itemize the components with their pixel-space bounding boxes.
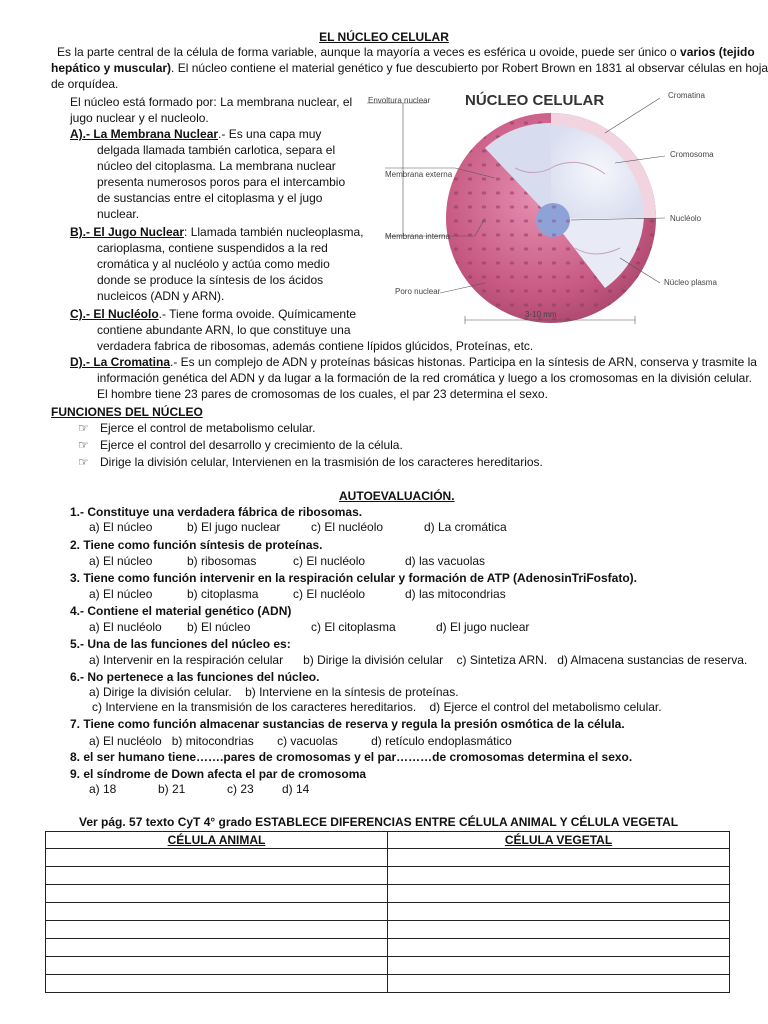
answer-option: c) 23 [227, 782, 254, 796]
answer-option: a) El nucléolo [89, 620, 162, 634]
part-b-line: nucleicos (ADN y ARN). [97, 289, 225, 303]
column-header-vegetal: CÉLULA VEGETAL [388, 832, 730, 849]
part-a-line: núcleo del citoplasma. La membrana nuclear [97, 159, 336, 173]
answer-option: c) El nucléolo [293, 587, 366, 601]
pointing-hand-icon: ☞ [78, 421, 89, 435]
table-cell[interactable] [388, 849, 730, 867]
table-cell[interactable] [388, 939, 730, 957]
table-row [46, 939, 730, 957]
page-title: EL NÚCLEO CELULAR [319, 30, 449, 44]
table-header-row [46, 832, 730, 849]
part-a-heading [70, 127, 321, 142]
label-membrana-externa: Membrana externa [385, 170, 453, 179]
table-cell[interactable] [388, 921, 730, 939]
table-cell[interactable] [46, 885, 388, 903]
answer-options: c) Interviene en la transmisión de los caracteres hereditarios. d) Ejerce el control del metabolismo celular. [92, 700, 662, 714]
table-cell[interactable] [46, 939, 388, 957]
table-row [46, 921, 730, 939]
question-2: 2. Tiene como función síntesis de proteínas. [70, 538, 323, 552]
question-9: 9. el síndrome de Down afecta el par de cromosoma [70, 767, 367, 781]
table-cell[interactable] [388, 867, 730, 885]
question-1: 1.- Constituye una verdadera fábrica de ribosomas. [70, 505, 363, 519]
part-b-line: donde se produce la síntesis de los ácidos [97, 273, 324, 287]
table-cell[interactable] [388, 885, 730, 903]
part-a-title: A).- La Membrana Nuclear [70, 127, 219, 141]
answer-option: c) El nucléolo [311, 520, 384, 534]
answer-option: a) 18 [89, 782, 117, 796]
parts-intro-1: El núcleo está formado por: La membrana nuclear, el [70, 95, 353, 109]
pointing-hand-icon: ☞ [78, 438, 89, 452]
column-header-animal: CÉLULA ANIMAL [46, 832, 388, 849]
table-cell[interactable] [46, 921, 388, 939]
table-heading: Ver pág. 57 texto CyT 4° grado ESTABLECE DIFERENCIAS ENTRE CÉLULA ANIMAL Y CÉLULA VEGETAL [79, 815, 679, 829]
list-item [78, 438, 403, 453]
table-row [46, 903, 730, 921]
table-row [46, 885, 730, 903]
diagram-title: NÚCLEO CELULAR [465, 92, 605, 109]
table-cell[interactable] [388, 975, 730, 993]
part-d-text: .- Es un complejo de ADN y proteínas básicas histonas. Participa en la síntesis de ARN, conserva y trasmite la [170, 355, 757, 369]
question-8: 8. el ser humano tiene…….pares de cromosomas y el par………de cromosomas determina el sexo. [70, 750, 633, 764]
answer-option: a) El núcleo [89, 520, 153, 534]
funcion-text: Ejerce el control de metabolismo celular. [100, 421, 316, 435]
part-d-heading [70, 355, 757, 370]
part-a-line: de sustancias entre el citoplasma y el jugo [97, 191, 323, 205]
part-c-heading [70, 307, 356, 322]
pointing-hand-icon: ☞ [78, 455, 89, 469]
autoevaluacion-heading: AUTOEVALUACIÓN. [339, 489, 455, 503]
part-b-title: B).- El Jugo Nuclear [70, 225, 185, 239]
intro-text: Es la parte central de la célula de forma variable, aunque la mayoría a veces es esférica u ovoide, puede ser único o [57, 45, 681, 59]
answer-option: d) las vacuolas [405, 554, 486, 568]
answer-option: a) El núcleo [89, 587, 153, 601]
part-a-line: presenta numerosos poros para el intercambio [97, 175, 346, 189]
part-a-text: .- Es una capa muy [218, 127, 322, 141]
answer-option: c) El citoplasma [311, 620, 396, 634]
part-d-line: El hombre tiene 23 pares de cromosomas de los cuales, el par 23 determina el sexo. [97, 387, 548, 401]
intro-text-2: . El núcleo contiene el material genético y fue descubierto por Robert Brown en 1831 al observar células en hoja [171, 61, 768, 75]
parts-intro-2: jugo nuclear y el nucleolo. [70, 111, 209, 125]
part-b-text: : Llamada también nucleoplasma, [184, 225, 364, 239]
part-b-heading [70, 225, 363, 240]
label-envoltura: Envoltura nuclear [368, 96, 431, 105]
table-row [46, 957, 730, 975]
table-row [46, 975, 730, 993]
part-b-line: cromática y al nucléolo y actúa como medio [97, 257, 330, 271]
part-c-text: .- Tiene forma ovoide. Químicamente [158, 307, 357, 321]
answer-option: b) ribosomas [187, 554, 257, 568]
question-3: 3. Tiene como función intervenir en la respiración celular y formación de ATP (AdenosinTriFosfato). [70, 571, 638, 585]
intro-line-2 [51, 61, 768, 76]
part-a-line: delgada llamada también carlotica, separa el [97, 143, 336, 157]
comparison-table [45, 831, 730, 993]
part-d-line: información genética del ADN y da lugar a la formación de la red cromática y luego a los cromosomas en la división celular. [97, 371, 752, 385]
question-6: 6.- No pertenece a las funciones del núcleo. [70, 670, 320, 684]
part-a-line: nuclear. [97, 207, 140, 221]
answer-option: d) El jugo nuclear [436, 620, 530, 634]
table-row [46, 849, 730, 867]
table-cell[interactable] [388, 957, 730, 975]
answer-options: a) Dirige la división celular. b) Interviene en la síntesis de proteínas. [89, 685, 459, 699]
answer-option: b) El núcleo [187, 620, 251, 634]
question-4: 4.- Contiene el material genético (ADN) [70, 604, 292, 618]
table-cell[interactable] [46, 903, 388, 921]
funcion-text: Dirige la división celular, Intervienen en la trasmisión de los caracteres hereditarios. [100, 455, 543, 469]
answer-option: d) 14 [282, 782, 310, 796]
list-item [78, 421, 315, 436]
answer-option: d) las mitocondrias [405, 587, 506, 601]
answer-options: a) El nucléolo b) mitocondrias c) vacuolas d) retículo endoplasmático [89, 734, 512, 748]
table-cell[interactable] [388, 903, 730, 921]
label-membrana-interna: Membrana interna [385, 232, 450, 241]
table-cell[interactable] [46, 957, 388, 975]
nucleus-diagram [365, 88, 735, 328]
intro-line-3: de orquídea. [51, 77, 119, 91]
table-cell[interactable] [46, 867, 388, 885]
label-scale: 3-10 mm [525, 310, 557, 319]
question-7: 7. Tiene como función almacenar sustancias de reserva y regula la presión osmótica de la célula. [70, 717, 625, 731]
label-nucleoplasma: Núcleo plasma [664, 278, 717, 287]
funciones-heading: FUNCIONES DEL NÚCLEO [51, 405, 203, 419]
list-item [78, 455, 543, 470]
answer-option: b) 21 [158, 782, 186, 796]
part-c-line: contiene abundante ARN, lo que constituye una [97, 323, 351, 337]
answer-option: c) El nucléolo [293, 554, 366, 568]
table-cell[interactable] [46, 975, 388, 993]
intro-line-1 [57, 45, 755, 60]
intro-bold: varios (tejido [680, 45, 755, 59]
answer-option: b) citoplasma [187, 587, 259, 601]
answer-option: b) El jugo nuclear [187, 520, 281, 534]
label-cromatina: Cromatina [668, 91, 705, 100]
answer-option: d) La cromática [424, 520, 507, 534]
funcion-text: Ejerce el control del desarrollo y crecimiento de la célula. [100, 438, 403, 452]
label-poro: Poro nuclear [395, 287, 441, 296]
part-d-title: D).- La Cromatina [70, 355, 171, 369]
label-nucleolo: Nucléolo [670, 214, 702, 223]
answer-options: a) Intervenir en la respiración celular b) Dirige la división celular c) Sintetiza ARN. d) Almacena sustancias de reserva. [89, 653, 748, 667]
table-cell[interactable] [46, 849, 388, 867]
label-cromosoma: Cromosoma [670, 150, 714, 159]
part-c-title: C).- El Nucléolo [70, 307, 159, 321]
question-5: 5.- Una de las funciones del núcleo es: [70, 637, 291, 651]
part-c-line: verdadera fabrica de ribosomas, además contiene lípidos glúcidos, Proteínas, etc. [97, 339, 534, 353]
table-row [46, 867, 730, 885]
intro-bold-2: hepático y muscular) [51, 61, 172, 75]
part-b-line: carioplasma, contiene suspendidos a la red [97, 241, 328, 255]
answer-option: a) El núcleo [89, 554, 153, 568]
